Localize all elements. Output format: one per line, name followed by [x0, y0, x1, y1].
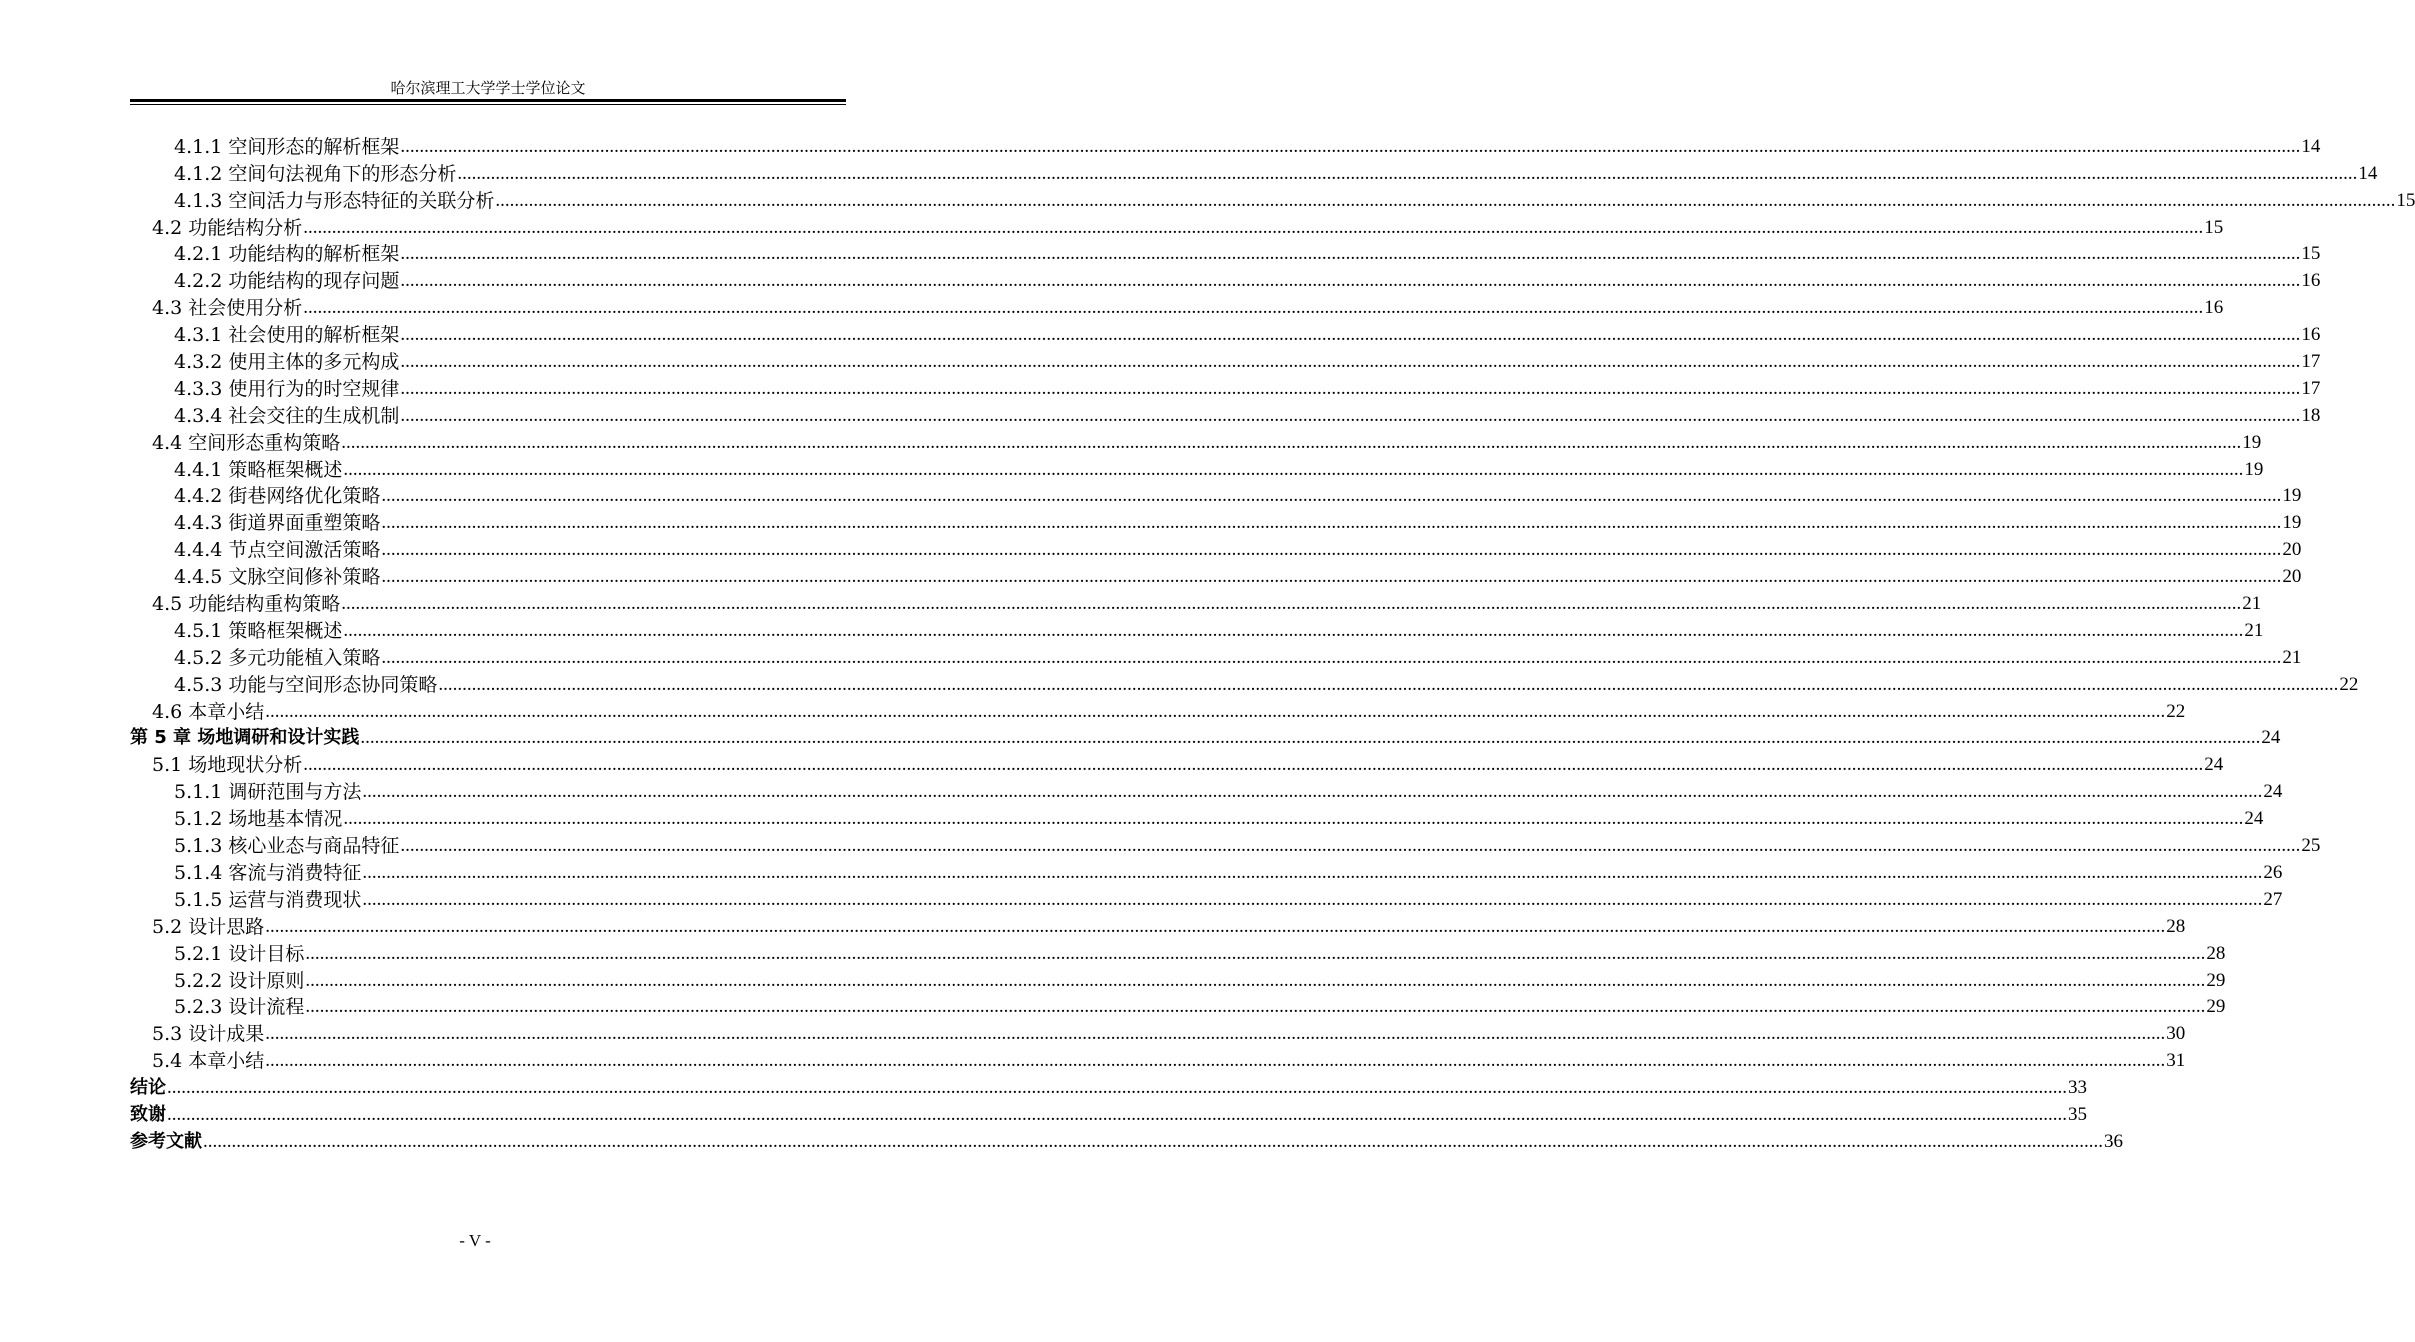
- toc-entry-page: 16: [2301, 324, 2321, 346]
- toc-entry-page: 19: [2282, 512, 2302, 534]
- toc-entry[interactable]: [130, 292, 2224, 320]
- toc-dot-leader: ................................................................................................................................................................................................................................................................................................................................................................................................................: [400, 324, 2301, 346]
- toc-entry-title: 5.3 设计成果: [152, 1023, 265, 1046]
- toc-dot-leader: ................................................................................................................................................................................................................................................................................................................................................................................................................: [381, 485, 2282, 507]
- toc-entry-title: 致谢: [130, 1103, 166, 1125]
- toc-entry-title: 4.4 空间形态重构策略: [152, 431, 341, 454]
- toc-dot-leader: ................................................................................................................................................................................................................................................................................................................................................................................................................: [381, 512, 2282, 534]
- toc-entry-title: 5.1.1 调研范围与方法: [174, 781, 362, 804]
- toc-entry-page: 17: [2301, 377, 2321, 399]
- toc-entry[interactable]: [130, 1126, 2123, 1153]
- toc-entry-title: 5.1.2 场地基本情况: [174, 808, 343, 831]
- toc-dot-leader: ................................................................................................................................................................................................................................................................................................................................................................................................................: [341, 593, 2242, 615]
- toc-entry-page: 29: [2206, 996, 2226, 1018]
- toc-entry-page: 21: [2282, 646, 2302, 668]
- header-rule-thin: [130, 104, 846, 105]
- toc-dot-leader: ................................................................................................................................................................................................................................................................................................................................................................................................................: [303, 297, 2204, 319]
- toc-entry[interactable]: [130, 346, 2321, 374]
- toc-entry-title: 参考文献: [130, 1130, 202, 1152]
- toc-entry-title: 4.2 功能结构分析: [152, 216, 303, 239]
- toc-entry-title: 4.1.1 空间形态的解析框架: [174, 135, 400, 158]
- toc-dot-leader: ................................................................................................................................................................................................................................................................................................................................................................................................................: [341, 431, 2242, 453]
- toc-entry[interactable]: [130, 481, 2302, 508]
- toc-entry-title: 4.5 功能结构重构策略: [152, 593, 341, 616]
- toc-entry[interactable]: [130, 1072, 2087, 1099]
- toc-entry-title: 5.1.3 核心业态与商品特征: [174, 835, 400, 858]
- toc-entry[interactable]: [130, 776, 2283, 804]
- toc-entry-page: 16: [2204, 297, 2224, 319]
- toc-dot-leader: ................................................................................................................................................................................................................................................................................................................................................................................................................: [362, 888, 2263, 910]
- toc-entry-page: 24: [2204, 754, 2224, 776]
- toc-dot-leader: ................................................................................................................................................................................................................................................................................................................................................................................................................: [381, 539, 2282, 561]
- toc-entry-title: 4.1.3 空间活力与形态特征的关联分析: [174, 189, 495, 212]
- toc-entry[interactable]: [130, 615, 2264, 642]
- toc-entry[interactable]: [130, 884, 2283, 911]
- toc-entry-page: 25: [2301, 835, 2321, 857]
- toc-dot-leader: ................................................................................................................................................................................................................................................................................................................................................................................................................: [305, 942, 2206, 964]
- toc-dot-leader: ................................................................................................................................................................................................................................................................................................................................................................................................................: [265, 1050, 2166, 1072]
- toc-dot-leader: ................................................................................................................................................................................................................................................................................................................................................................................................................: [343, 458, 2244, 480]
- toc-entry-title: 5.1 场地现状分析: [152, 754, 303, 777]
- toc-entry-title: 5.1.5 运营与消费现状: [174, 888, 362, 911]
- toc-entry-page: 27: [2263, 888, 2283, 910]
- toc-dot-leader: ................................................................................................................................................................................................................................................................................................................................................................................................................: [303, 216, 2204, 238]
- toc-entry-title: 4.6 本章小结: [152, 700, 265, 723]
- toc-entry-page: 20: [2282, 566, 2302, 588]
- toc-dot-leader: ................................................................................................................................................................................................................................................................................................................................................................................................................: [360, 727, 2261, 749]
- toc-entry[interactable]: [130, 938, 2226, 965]
- toc-entry[interactable]: [130, 830, 2321, 858]
- toc-entry-page: 19: [2244, 458, 2264, 480]
- toc-entry-page: 24: [2263, 781, 2283, 803]
- toc-entry-title: 5.2.3 设计流程: [174, 996, 305, 1019]
- toc-entry-title: 5.2.2 设计原则: [174, 969, 305, 992]
- toc-entry[interactable]: [130, 131, 2321, 158]
- toc-entry-page: 22: [2166, 700, 2186, 722]
- toc-entry[interactable]: [130, 400, 2321, 427]
- toc-entry-title: 5.1.4 客流与消费特征: [174, 861, 362, 884]
- toc-entry[interactable]: [130, 212, 2224, 239]
- toc-dot-leader: ................................................................................................................................................................................................................................................................................................................................................................................................................: [381, 646, 2282, 668]
- toc-entry-title: 4.4.2 街巷网络优化策略: [174, 485, 381, 508]
- toc-entry[interactable]: [130, 642, 2302, 669]
- toc-dot-leader: ................................................................................................................................................................................................................................................................................................................................................................................................................: [305, 969, 2206, 991]
- toc-dot-leader: ................................................................................................................................................................................................................................................................................................................................................................................................................: [400, 243, 2301, 265]
- toc-entry-title: 4.2.2 功能结构的现存问题: [174, 270, 400, 293]
- toc-dot-leader: ................................................................................................................................................................................................................................................................................................................................................................................................................: [438, 673, 2339, 695]
- toc-entry[interactable]: [130, 239, 2321, 266]
- toc-entry-page: 35: [2068, 1103, 2087, 1125]
- toc-dot-leader: ................................................................................................................................................................................................................................................................................................................................................................................................................: [400, 270, 2301, 292]
- toc-entry-title: 结论: [130, 1077, 166, 1099]
- toc-entry[interactable]: [130, 265, 2321, 293]
- toc-entry[interactable]: [130, 185, 2415, 212]
- toc-entry[interactable]: [130, 911, 2186, 938]
- toc-dot-leader: ................................................................................................................................................................................................................................................................................................................................................................................................................: [400, 351, 2301, 373]
- toc-entry[interactable]: [130, 749, 2224, 777]
- toc-entry[interactable]: [130, 992, 2226, 1019]
- running-header: 哈尔滨理工大学学士学位论文: [390, 79, 586, 97]
- toc-entry-title: 4.1.2 空间句法视角下的形态分析: [174, 162, 457, 185]
- toc-dot-leader: ................................................................................................................................................................................................................................................................................................................................................................................................................: [495, 189, 2396, 211]
- toc-entry-page: 19: [2282, 485, 2302, 507]
- page-number: - V -: [459, 1231, 491, 1250]
- toc-entry[interactable]: [130, 507, 2302, 535]
- toc-entry[interactable]: [130, 454, 2264, 481]
- toc-entry[interactable]: [130, 1099, 2087, 1126]
- toc-entry[interactable]: [130, 319, 2321, 347]
- toc-entry-page: 29: [2206, 969, 2226, 991]
- toc-entry[interactable]: [130, 669, 2359, 696]
- toc-entry-title: 4.3 社会使用分析: [152, 297, 303, 320]
- toc-entry[interactable]: [130, 965, 2226, 992]
- toc-entry[interactable]: [130, 723, 2281, 750]
- toc-entry[interactable]: [130, 588, 2262, 616]
- toc-entry-page: 21: [2244, 619, 2264, 641]
- toc-entry-title: 4.3.1 社会使用的解析框架: [174, 324, 400, 347]
- toc-entry-title: 4.5.1 策略框架概述: [174, 619, 343, 642]
- toc-entry-title: 4.3.4 社会交往的生成机制: [174, 404, 400, 427]
- toc-dot-leader: ................................................................................................................................................................................................................................................................................................................................................................................................................: [343, 619, 2244, 641]
- toc-dot-leader: ................................................................................................................................................................................................................................................................................................................................................................................................................: [400, 135, 2301, 157]
- toc-entry[interactable]: [130, 1018, 2186, 1046]
- toc-entry-page: 22: [2339, 673, 2359, 695]
- toc-entry-page: 31: [2166, 1050, 2186, 1072]
- toc-entry-page: 16: [2301, 270, 2321, 292]
- toc-dot-leader: ................................................................................................................................................................................................................................................................................................................................................................................................................: [265, 700, 2166, 722]
- toc-dot-leader: ................................................................................................................................................................................................................................................................................................................................................................................................................: [203, 1130, 2103, 1152]
- toc-entry-page: 20: [2282, 539, 2302, 561]
- toc-dot-leader: ................................................................................................................................................................................................................................................................................................................................................................................................................: [343, 808, 2244, 830]
- toc-entry-page: 21: [2242, 593, 2262, 615]
- toc-entry[interactable]: [130, 534, 2302, 562]
- toc-entry[interactable]: [130, 427, 2262, 454]
- toc-dot-leader: ................................................................................................................................................................................................................................................................................................................................................................................................................: [457, 162, 2358, 184]
- toc-entry-page: 28: [2166, 915, 2186, 937]
- toc-entry-page: 30: [2166, 1023, 2186, 1045]
- toc-entry-title: 5.2 设计思路: [152, 915, 265, 938]
- toc-entry-page: 28: [2206, 942, 2226, 964]
- toc-entry-title: 4.4.5 文脉空间修补策略: [174, 566, 381, 589]
- toc-entry-title: 4.4.1 策略框架概述: [174, 458, 343, 481]
- toc-dot-leader: ................................................................................................................................................................................................................................................................................................................................................................................................................: [381, 566, 2282, 588]
- toc-entry[interactable]: [130, 561, 2302, 589]
- toc-dot-leader: ................................................................................................................................................................................................................................................................................................................................................................................................................: [362, 861, 2263, 883]
- toc-entry[interactable]: [130, 1045, 2186, 1073]
- toc-entry-title: 4.4.3 街道界面重塑策略: [174, 512, 381, 535]
- table-of-contents: [130, 131, 2415, 1153]
- toc-entry-page: 36: [2104, 1130, 2123, 1152]
- toc-entry-title: 4.3.2 使用主体的多元构成: [174, 351, 400, 374]
- toc-dot-leader: ................................................................................................................................................................................................................................................................................................................................................................................................................: [400, 377, 2301, 399]
- toc-entry-title: 4.4.4 节点空间激活策略: [174, 539, 381, 562]
- toc-entry-page: 15: [2204, 216, 2224, 238]
- toc-dot-leader: ................................................................................................................................................................................................................................................................................................................................................................................................................: [265, 1023, 2166, 1045]
- toc-dot-leader: ................................................................................................................................................................................................................................................................................................................................................................................................................: [400, 404, 2301, 426]
- toc-entry-page: 15: [2396, 189, 2415, 211]
- toc-entry-title: 5.2.1 设计目标: [174, 942, 305, 965]
- toc-entry-page: 14: [2301, 135, 2321, 157]
- toc-entry[interactable]: [130, 373, 2321, 400]
- toc-entry-page: 33: [2068, 1077, 2087, 1099]
- toc-dot-leader: ................................................................................................................................................................................................................................................................................................................................................................................................................: [305, 996, 2206, 1018]
- toc-entry-page: 18: [2301, 404, 2321, 426]
- header-rule-thick: [130, 99, 846, 102]
- toc-entry-page: 24: [2244, 808, 2264, 830]
- toc-entry-title: 4.2.1 功能结构的解析框架: [174, 243, 400, 266]
- toc-entry-title: 第 5 章 场地调研和设计实践: [130, 727, 360, 749]
- toc-entry-page: 24: [2261, 727, 2281, 749]
- toc-entry-page: 14: [2358, 162, 2378, 184]
- toc-entry[interactable]: [130, 696, 2186, 723]
- toc-dot-leader: ................................................................................................................................................................................................................................................................................................................................................................................................................: [303, 754, 2204, 776]
- toc-entry-page: 19: [2242, 431, 2262, 453]
- toc-entry-title: 4.5.2 多元功能植入策略: [174, 646, 381, 669]
- toc-dot-leader: ................................................................................................................................................................................................................................................................................................................................................................................................................: [400, 835, 2301, 857]
- toc-entry-page: 17: [2301, 351, 2321, 373]
- toc-dot-leader: ................................................................................................................................................................................................................................................................................................................................................................................................................: [362, 781, 2263, 803]
- toc-entry-title: 4.5.3 功能与空间形态协同策略: [174, 673, 438, 696]
- toc-entry-page: 15: [2301, 243, 2321, 265]
- toc-dot-leader: ................................................................................................................................................................................................................................................................................................................................................................................................................: [265, 915, 2166, 937]
- toc-entry-title: 5.4 本章小结: [152, 1050, 265, 1073]
- toc-entry[interactable]: [130, 857, 2283, 884]
- toc-entry-page: 26: [2263, 861, 2283, 883]
- toc-entry[interactable]: [130, 803, 2264, 831]
- toc-dot-leader: ................................................................................................................................................................................................................................................................................................................................................................................................................: [167, 1077, 2067, 1099]
- toc-entry-title: 4.3.3 使用行为的时空规律: [174, 377, 400, 400]
- toc-entry[interactable]: [130, 158, 2378, 185]
- toc-dot-leader: ................................................................................................................................................................................................................................................................................................................................................................................................................: [167, 1103, 2067, 1125]
